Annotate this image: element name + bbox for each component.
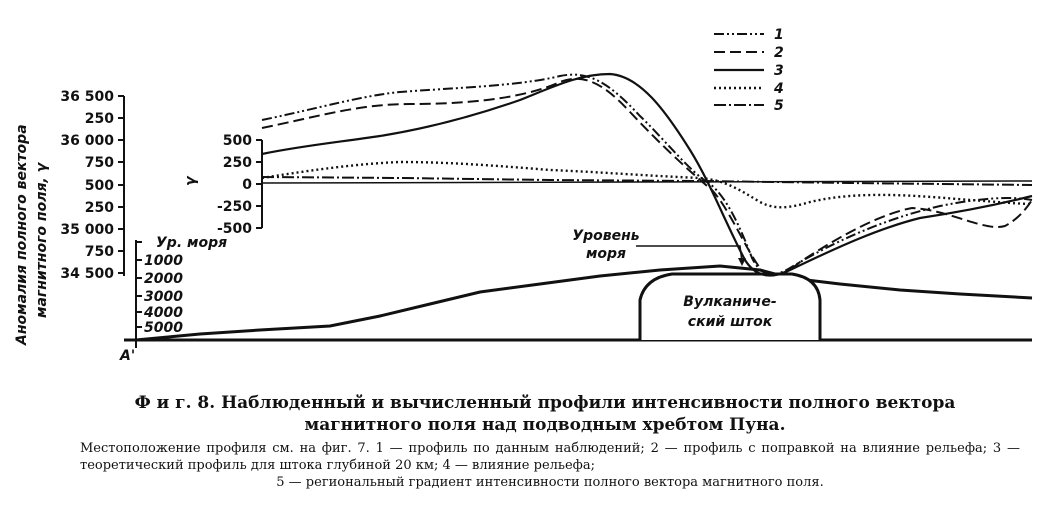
left-tick-label: 35 000 — [60, 222, 114, 238]
left-tick-label: 250 — [84, 111, 114, 127]
left-tick-label: 34 500 — [60, 266, 114, 282]
left-tick-label: 250 — [84, 200, 114, 216]
left-tick-label: 36 000 — [60, 133, 114, 149]
figure-caption-body — [80, 440, 1020, 491]
caption-body-last: 5 — региональный градиент интенсивности полного вектора магнитного поля. — [276, 475, 824, 490]
left-tick-label: 36 500 — [60, 89, 114, 105]
y-axis-title-line1: Аномалия полного вектора — [14, 124, 30, 345]
anomaly-tick-label: -250 — [216, 199, 252, 215]
left-tick-label: 750 — [84, 244, 114, 260]
depth-tick-label: 3000 — [144, 289, 183, 305]
anomaly-tick-label: 500 — [222, 133, 252, 149]
legend-label-3: 3 — [774, 63, 784, 79]
left-tick-label: 500 — [84, 178, 114, 194]
depth-tick-label: 1000 — [144, 253, 183, 269]
depth-tick-label: 4000 — [144, 305, 183, 321]
anomaly-tick-label: -500 — [216, 221, 252, 237]
y-axis-title-line2: магнитного поля, γ — [34, 162, 50, 318]
depth-tick-label: 2000 — [144, 271, 183, 287]
stock-label-line2: ский шток — [687, 314, 773, 330]
legend-label-1: 1 — [774, 27, 784, 43]
stock-label-line1: Вулканиче- — [683, 294, 777, 310]
legend-label-4: 4 — [774, 81, 784, 97]
legend — [714, 27, 784, 114]
sea-level-label-line2: моря — [585, 246, 627, 262]
legend-label-2: 2 — [774, 45, 784, 61]
anomaly-axis-unit: γ — [183, 176, 199, 186]
profile-point-label: A' — [120, 348, 136, 364]
figure-caption-title: Ф и г. 8. Наблюденный и вычисленный профили интенсивности полного вектора магнитного поля над подводным хребтом Пуна. — [134, 393, 956, 435]
sea-level-leader-line — [636, 246, 742, 262]
anomaly-tick-label: 250 — [222, 155, 252, 171]
left-tick-label: 750 — [84, 155, 114, 171]
sea-level-label-line1: Уровень — [572, 228, 640, 244]
caption-body-main: Местоположение профиля см. на фиг. 7. 1 — профиль по данным наблюдений; 2 — профиль с поправкой на влияние рельефа; 3 — теоретический профиль для штока глубиной 20 км; 4 — влияние рельефа; — [80, 441, 1020, 473]
sea-floor-profile — [136, 266, 1032, 340]
anomaly-tick-label: 0 — [242, 177, 252, 193]
legend-label-5: 5 — [774, 98, 784, 114]
depth-axis-label: Ур. моря — [156, 235, 228, 251]
profile-curve-4-relief-effect — [262, 162, 1032, 207]
depth-tick-label: 5000 — [144, 320, 183, 336]
